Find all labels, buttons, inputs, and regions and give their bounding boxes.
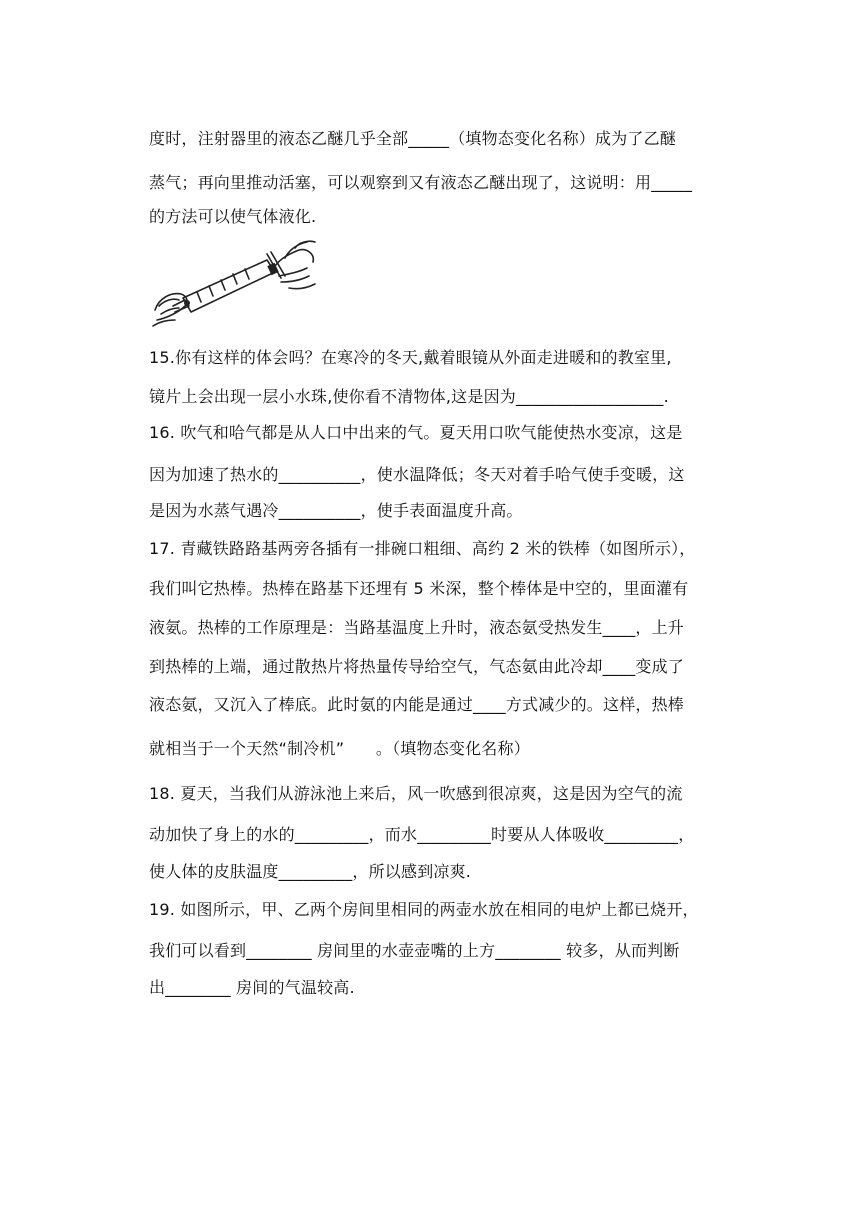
- q19-line-3: 出________ 房间的气温较高.: [149, 978, 355, 997]
- q14-line-2: 蒸气；再向里推动活塞，可以观察到又有液态乙醚出现了，这说明：用_____: [149, 173, 693, 192]
- q16-line-2: 因为加速了热水的__________，使水温降低；冬天对着手哈气使手变暖，这: [149, 465, 685, 484]
- syringe-figure: [149, 236, 319, 332]
- syringe-hand-illustration: [149, 236, 319, 332]
- q16-line-3: 是因为水蒸气遇冷__________，使手表面温度升高。: [149, 501, 523, 520]
- q17-line-1: 17. 青藏铁路路基两旁各插有一排碗口粗细、高约 2 米的铁棒（如图所示），: [149, 539, 696, 558]
- q18-line-2: 动加快了身上的水的_________，而水_________时要从人体吸收_________，: [149, 825, 695, 844]
- q15-line-1: 15.你有这样的体会吗？在寒冷的冬天,戴着眼镜从外面走进暖和的教室里,: [149, 348, 672, 367]
- q16-line-1: 16. 吹气和哈气都是从人口中出来的气。夏天用口吹气能使热水变凉，这是: [149, 423, 683, 442]
- q17-line-5: 液态氨，又沉入了棒底。此时氨的内能是通过____方式减少的。这样，热棒: [149, 695, 685, 714]
- q19-line-2: 我们可以看到________ 房间里的水壶壶嘴的上方________ 较多，从而判断: [149, 941, 680, 960]
- q15-line-2: 镜片上会出现一层小水珠,使你看不清物体,这是因为__________________.: [149, 387, 669, 406]
- q18-line-3: 使人体的皮肤温度_________，所以感到凉爽.: [149, 862, 472, 881]
- q17-line-2: 我们叫它热棒。热棒在路基下还埋有 5 米深，整个棒体是中空的，里面灌有: [149, 579, 689, 598]
- q17-line-4: 到热棒的上端，通过散热片将热量传导给空气，气态氨由此冷却____变成了: [149, 657, 685, 676]
- q14-line-3: 的方法可以使气体液化.: [149, 207, 317, 226]
- q18-line-1: 18. 夏天，当我们从游泳池上来后，风一吹感到很凉爽，这是因为空气的流: [149, 784, 683, 803]
- q19-line-1: 19. 如图所示，甲、乙两个房间里相同的两壶水放在相同的电炉上都已烧开，: [149, 900, 699, 919]
- q17-line-6: 就相当于一个天然“制冷机” 。（填物态变化名称）: [149, 739, 530, 758]
- q14-line-1: 度时，注射器里的液态乙醚几乎全部_____（填物态变化名称）成为了乙醚: [149, 129, 677, 148]
- q17-line-3: 液氨。热棒的工作原理是：当路基温度上升时，液态氨受热发生____，上升: [149, 618, 685, 637]
